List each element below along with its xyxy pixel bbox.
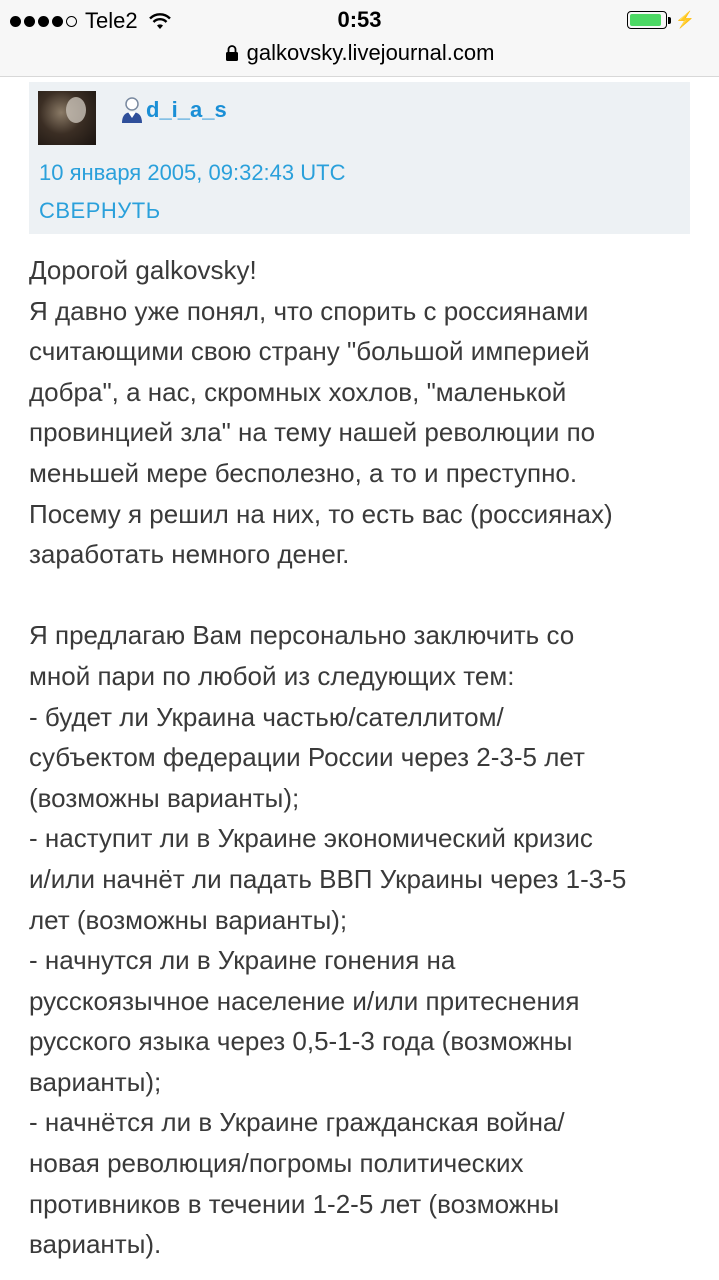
comment-line: субъектом федерации России через 2-3-5 лет	[29, 742, 585, 773]
comment-line: Посему я решил на них, то есть вас (россиянах)	[29, 498, 613, 529]
battery-indicator	[627, 10, 695, 30]
battery-icon	[627, 11, 667, 29]
comment-line: - наступит ли в Украине экономический кризис	[29, 823, 593, 854]
comment-line: противников в течении 1-2-5 лет (возможны	[29, 1188, 560, 1219]
comment-paragraph	[29, 615, 699, 1265]
comment-line: новая революция/погромы политических	[29, 1148, 524, 1179]
comment-line: меньшей мере бесполезно, а то и преступно.	[29, 457, 578, 488]
comment-line: варианты).	[29, 1229, 162, 1260]
battery-tip	[668, 17, 671, 24]
comment-line: лет (возможны варианты);	[29, 904, 348, 935]
url-text[interactable]: galkovsky.livejournal.com	[246, 40, 495, 65]
comment-datetime-link[interactable]: 10 января 2005, 09:32:43 UTC	[39, 160, 346, 185]
comment-line: - начнутся ли в Украине гонения на	[29, 945, 456, 976]
carrier-name: Tele2	[85, 8, 138, 33]
clock: 0:53	[337, 7, 382, 32]
user-icon[interactable]	[120, 95, 144, 125]
avatar[interactable]	[38, 91, 96, 145]
comment-line: - начнётся ли в Украине гражданская война/	[29, 1107, 565, 1138]
lock-icon	[225, 44, 239, 62]
comment-line: - будет ли Украина частью/сателлитом/	[29, 701, 504, 732]
username-link[interactable]: d_i_a_s	[146, 97, 227, 122]
status-bar	[0, 0, 719, 40]
battery-level	[630, 14, 661, 26]
comment-body	[29, 250, 699, 1265]
comment-line: Я предлагаю Вам персонально заключить со	[29, 620, 575, 651]
comment-line: русскоязычное население и/или притеснения	[29, 985, 580, 1016]
user-line	[120, 95, 227, 125]
comment-line: варианты);	[29, 1066, 162, 1097]
comment-line: русского языка через 0,5-1-3 года (возможны	[29, 1026, 573, 1057]
comment-line: и/или начнёт ли падать ВВП Украины через 1-3-5	[29, 863, 627, 894]
collapse-link[interactable]: СВЕРНУТЬ	[39, 198, 161, 223]
address-bar[interactable]	[0, 40, 719, 77]
comment-line: мной пари по любой из следующих тем:	[29, 660, 515, 691]
comment-header	[29, 82, 690, 234]
comment-line: Дорогой galkovsky!	[29, 255, 257, 285]
comment-paragraph	[29, 250, 699, 575]
comment-line: Я давно уже понял, что спорить с россиянами	[29, 295, 589, 326]
comment-line: считающими свою страну "большой империей	[29, 336, 590, 367]
comment-line: заработать немного денег.	[29, 539, 350, 570]
charging-bolt-icon: ⚡	[675, 12, 695, 29]
paragraph-spacer	[29, 575, 699, 616]
comment-line: провинцией зла" на тему нашей революции по	[29, 417, 596, 448]
comment-line: (возможны варианты);	[29, 782, 300, 813]
comment-line: добра", а нас, скромных хохлов, "маленькой	[29, 376, 567, 407]
